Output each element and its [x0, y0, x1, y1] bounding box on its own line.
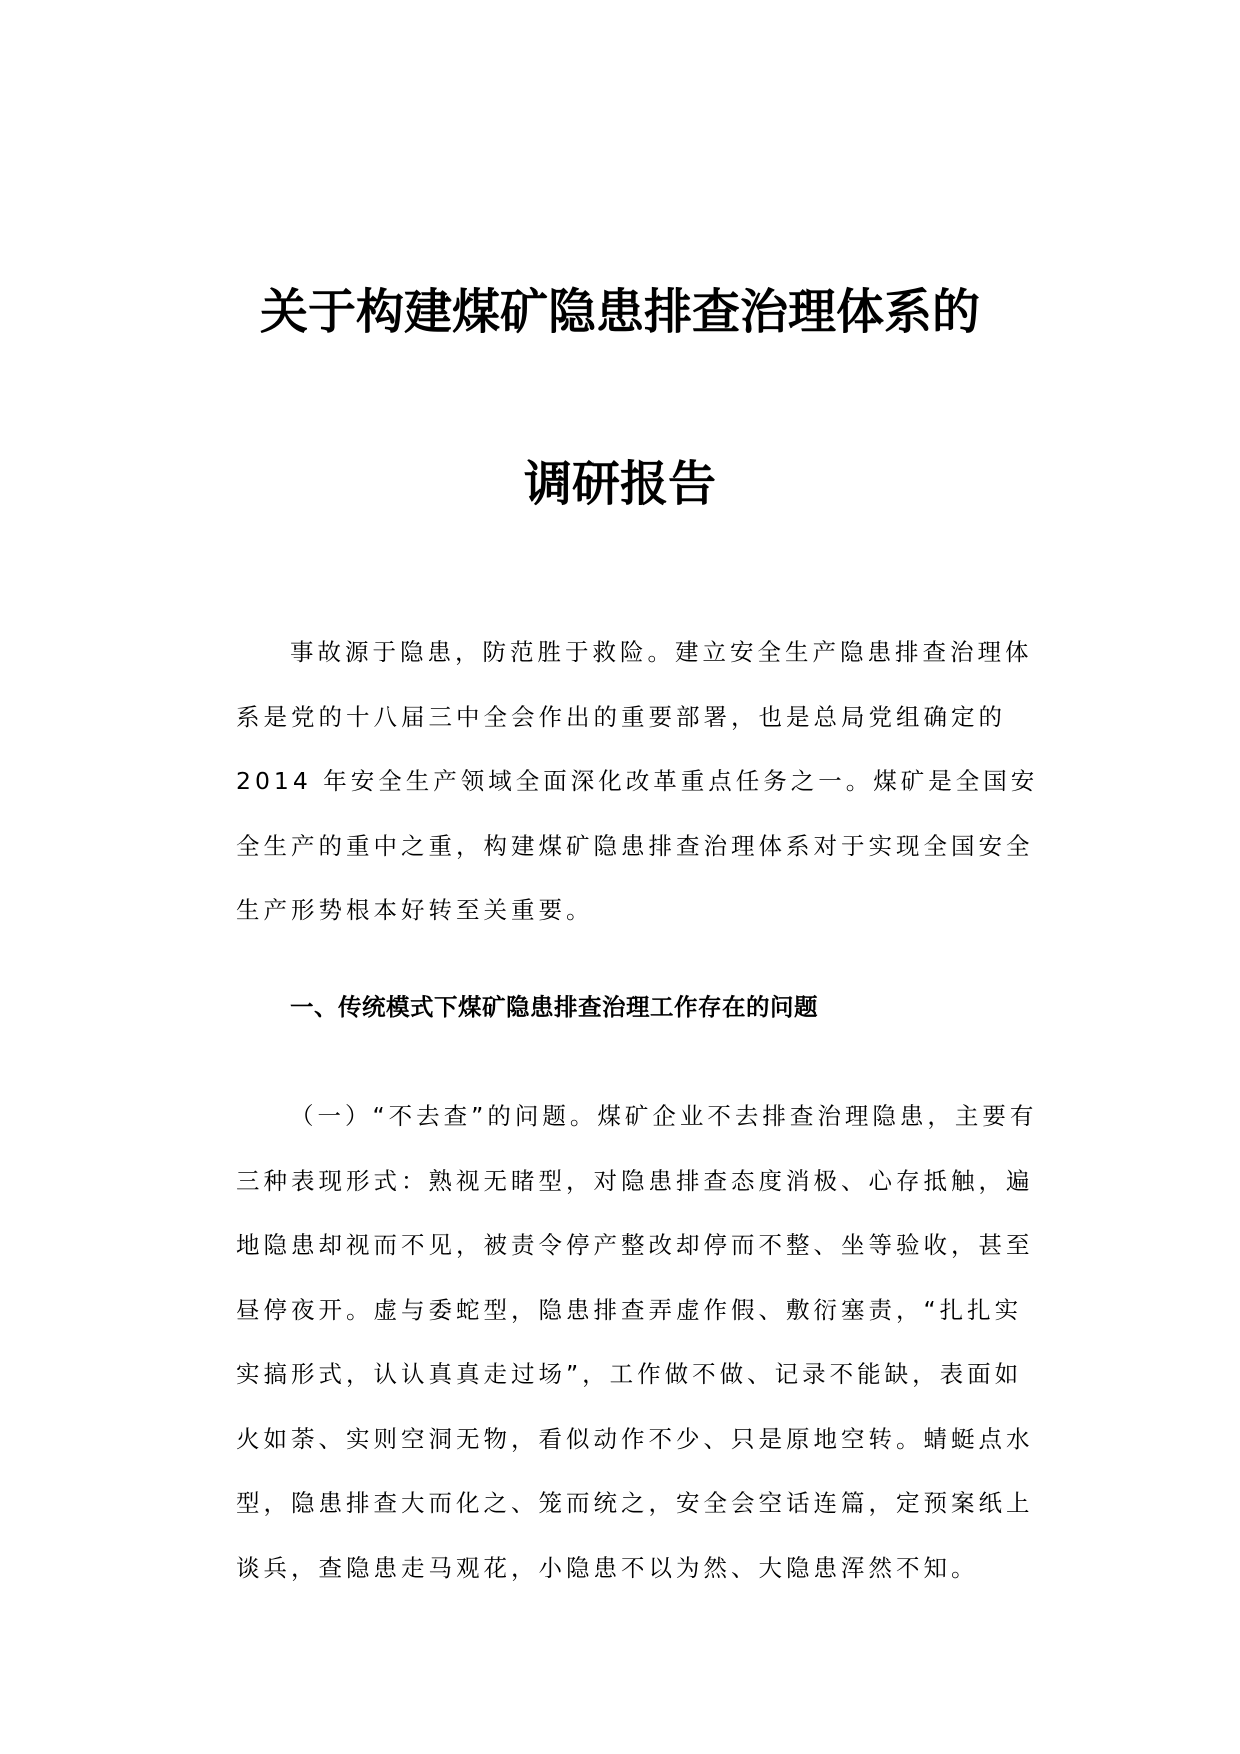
- section-paragraph-line: 谈兵，查隐患走马观花，小隐患不以为然、大隐患浑然不知。: [236, 1553, 979, 1582]
- section-paragraph-line: 型，隐患排查大而化之、笼而统之，安全会空话连篇，定预案纸上: [236, 1489, 1034, 1517]
- section-1-paragraph-1: [236, 1084, 1038, 1600]
- section-paragraph-line: 三种表现形式：熟视无睹型，对隐患排查态度消极、心存抵触，遍: [236, 1166, 1034, 1195]
- document-title-line-2: 调研报告: [523, 456, 716, 512]
- intro-paragraph-line: 生产形势根本好转至关重要。: [236, 896, 594, 924]
- intro-paragraph-line: 事故源于隐患，防范胜于救险。建立安全生产隐患排查治理体: [290, 638, 1033, 666]
- section-paragraph-line: 地隐患却视而不见，被责令停产整改却停而不整、坐等验收，甚至: [236, 1231, 1034, 1259]
- section-paragraph-line: 火如荼、实则空洞无物，看似动作不少、只是原地空转。蜻蜓点水: [236, 1424, 1034, 1453]
- document-title-line-1: 关于构建煤矿隐患排查治理体系的: [259, 284, 980, 340]
- section-heading-1: 一、传统模式下煤矿隐患排查治理工作存在的问题: [290, 993, 818, 1021]
- section-paragraph-line: 实搞形式，认认真真走过场”，工作做不做、记录不能缺，表面如: [236, 1360, 1023, 1388]
- intro-paragraph-line: 全生产的重中之重，构建煤矿隐患排查治理体系对于实现全国安全: [236, 831, 1034, 860]
- section-paragraph-line: （一）“不去查”的问题。煤矿企业不去排查治理隐患，主要有: [290, 1102, 1038, 1130]
- intro-paragraph: [236, 620, 1039, 943]
- intro-paragraph-line: 系是党的十八届三中全会作出的重要部署，也是总局党组确定的: [236, 702, 1006, 731]
- intro-paragraph-line: 2014 年安全生产领域全面深化改革重点任务之一。煤矿是全国安: [236, 767, 1039, 795]
- section-paragraph-line: 昼停夜开。虚与委蛇型，隐患排查弄虚作假、敷衍塞责，“扎扎实: [236, 1295, 1023, 1324]
